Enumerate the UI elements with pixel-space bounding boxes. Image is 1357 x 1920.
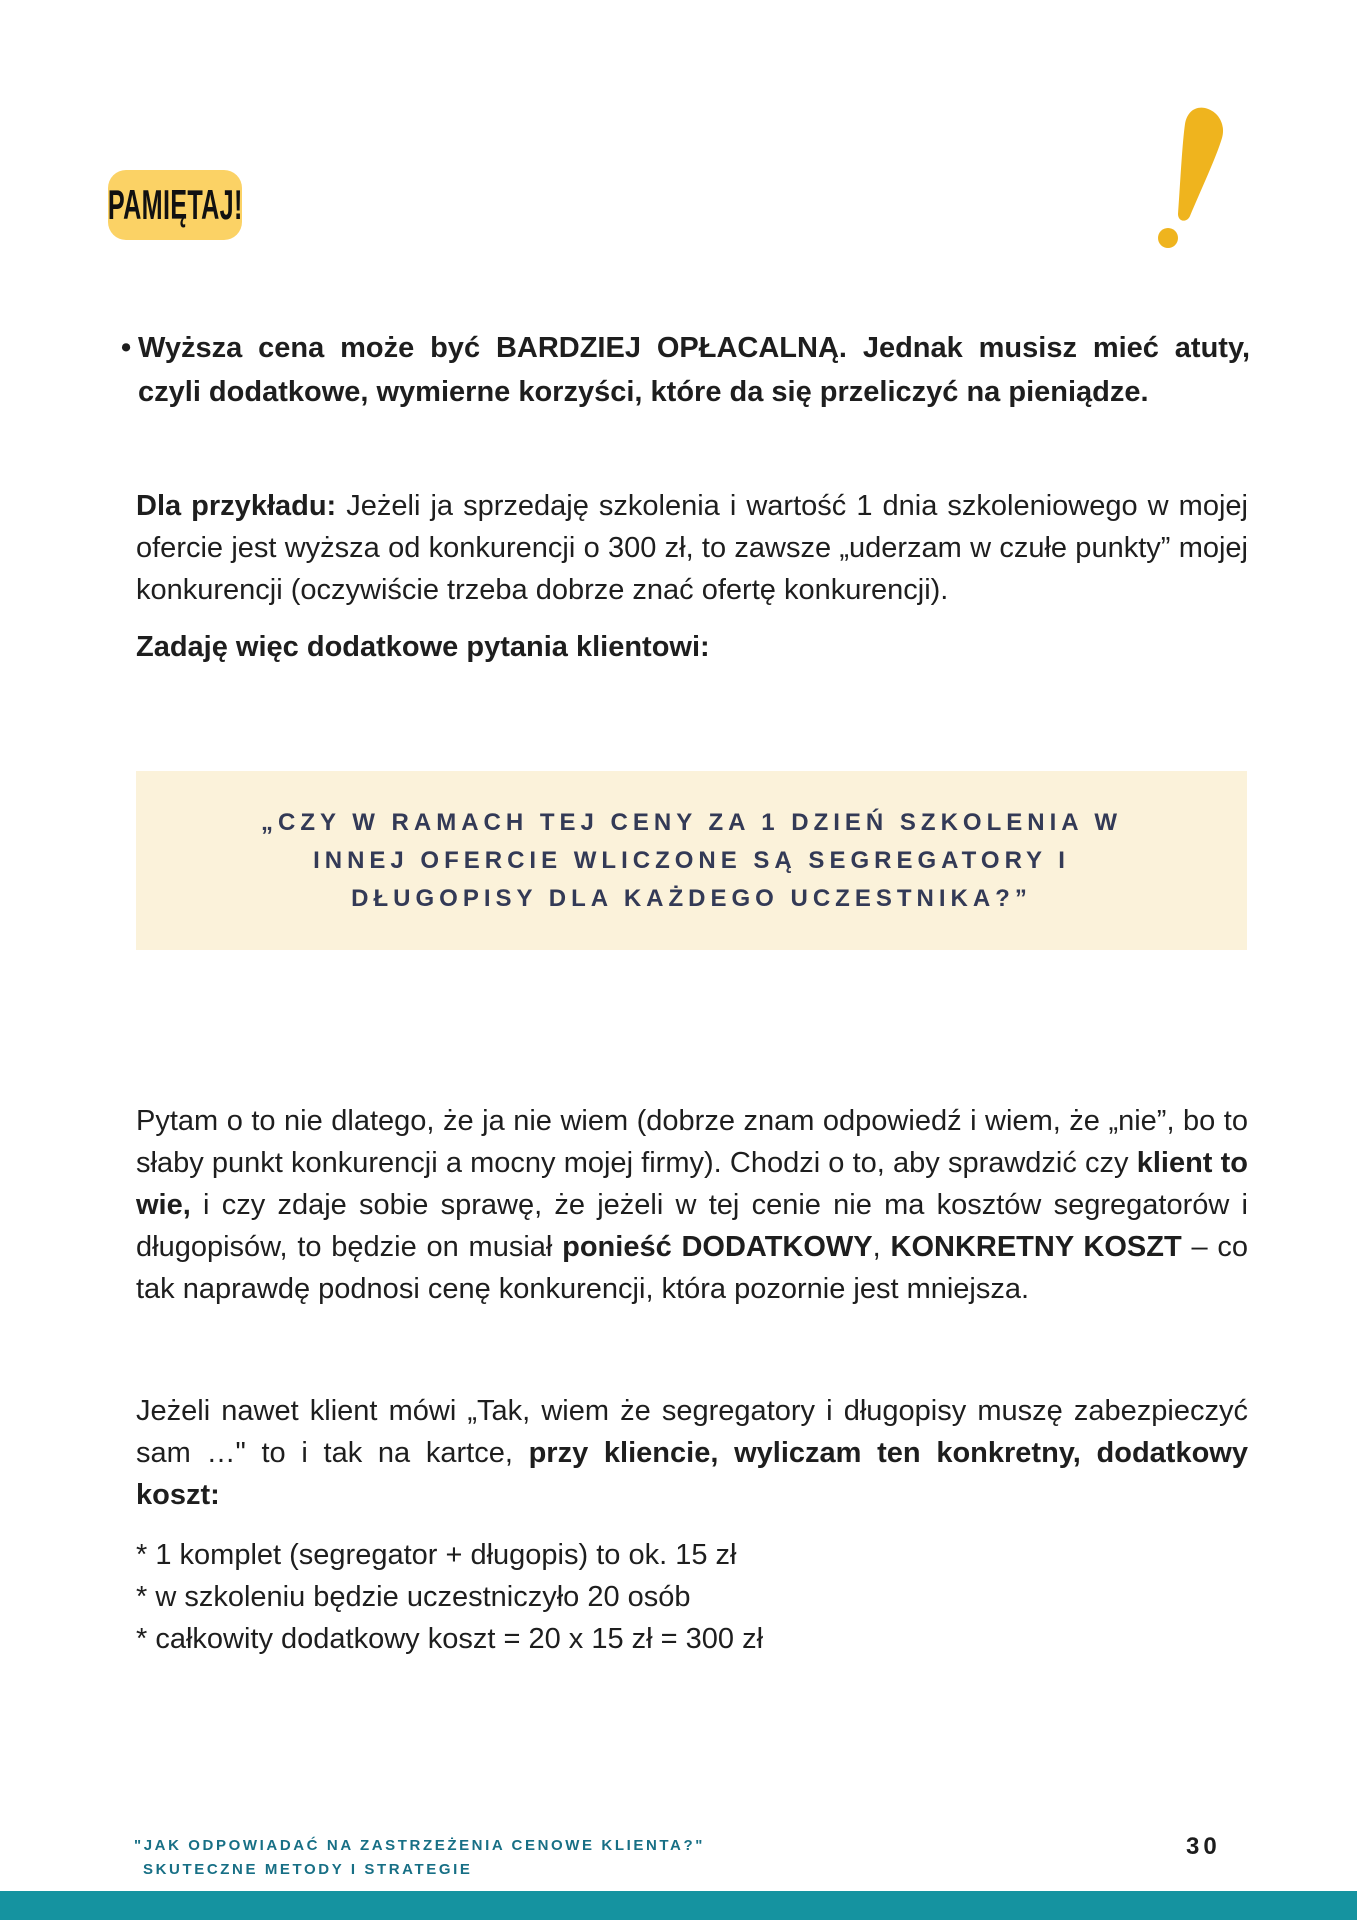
footer-title-line2: SKUTECZNE METODY I STRATEGIE (143, 1861, 473, 1878)
cost-list (136, 1534, 763, 1660)
explanation-segment: , (872, 1231, 891, 1263)
quote-line: DŁUGOPISY DLA KAŻDEGO UCZESTNIKA?” (351, 884, 1032, 912)
explanation-segment: – co tak naprawdę podnosi cenę konkurencji, która pozornie jest mniejsza. (136, 1231, 1249, 1305)
explanation-segment: Pytam o to nie dlatego, że ja nie wiem (dobrze znam odpowiedź i wiem, że „nie”, bo to słaby punkt konkurencji a mocny mojej firmy). Chodzi o to, aby sprawdzić czy (136, 1105, 1248, 1179)
quote-box (136, 771, 1247, 950)
example-paragraph (136, 485, 1248, 611)
bullet-text: • Wyższa cena może być BARDZIEJ OPŁACALNĄ. Jednak musisz mieć atuty, czyli dodatkowe, wymierne korzyści, które da się przeliczyć na pieniądze. (138, 326, 1250, 414)
footer-title-line1: "JAK ODPOWIADAĆ NA ZASTRZEŻENIA CENOWE KLIENTA?" (134, 1837, 705, 1854)
cost-list-item: * w szkoleniu będzie uczestniczyło 20 osób (136, 1581, 691, 1613)
explanation-segment: i czy zdaje sobie sprawę, że jeżeli w tej cenie nie ma kosztów segregatorów i długopisów, to będzie on musiał (136, 1189, 1248, 1263)
explanation-paragraph (136, 1100, 1248, 1310)
example-text: Jeżeli ja sprzedaję szkolenia i wartość 1 dnia szkoleniowego w mojej ofercie jest wyższa od konkurencji o 300 zł, to zawsze „uderzam w czułe punkty” mojej konkurencji (oczywiście trzeba dobrze znać ofertę konkurencji). (136, 490, 1248, 606)
calculation-intro-paragraph (136, 1390, 1248, 1516)
remember-badge-label: PAMIĘTAJ! (107, 181, 243, 228)
remember-badge (108, 170, 242, 240)
cost-list-item: * 1 komplet (segregator + długopis) to ok. 15 zł (136, 1539, 737, 1571)
example-lead: Dla przykładu: (136, 490, 337, 522)
calc-intro-segment-bold: przy kliencie, wyliczam ten konkretny, dodatkowy koszt: (136, 1437, 1248, 1511)
page-number: 30 (1186, 1833, 1221, 1860)
quote-line: „CZY W RAMACH TEJ CENY ZA 1 DZIEŃ SZKOLENIA W (260, 808, 1123, 836)
explanation-segment-bold: klient to wie, (136, 1147, 1249, 1221)
cost-list-item: * całkowity dodatkowy koszt = 20 x 15 zł = 300 zł (136, 1623, 764, 1655)
exclamation-icon (1152, 100, 1230, 252)
key-point-bullet (138, 326, 1250, 414)
footer-title (134, 1834, 705, 1882)
bottom-bar (0, 1891, 1357, 1920)
lead-in-text: Zadaję więc dodatkowe pytania klientowi: (136, 631, 710, 663)
calc-intro-segment: Jeżeli nawet klient mówi „Tak, wiem że segregatory i długopisy muszę zabezpieczyć sam …" to i tak na kartce, (136, 1395, 1248, 1469)
quote-line: INNEJ OFERCIE WLICZONE SĄ SEGREGATORY I (313, 846, 1070, 874)
explanation-segment-bold: ponieść DODATKOWY (562, 1231, 873, 1263)
explanation-segment-bold: KONKRETNY KOSZT (890, 1231, 1182, 1263)
